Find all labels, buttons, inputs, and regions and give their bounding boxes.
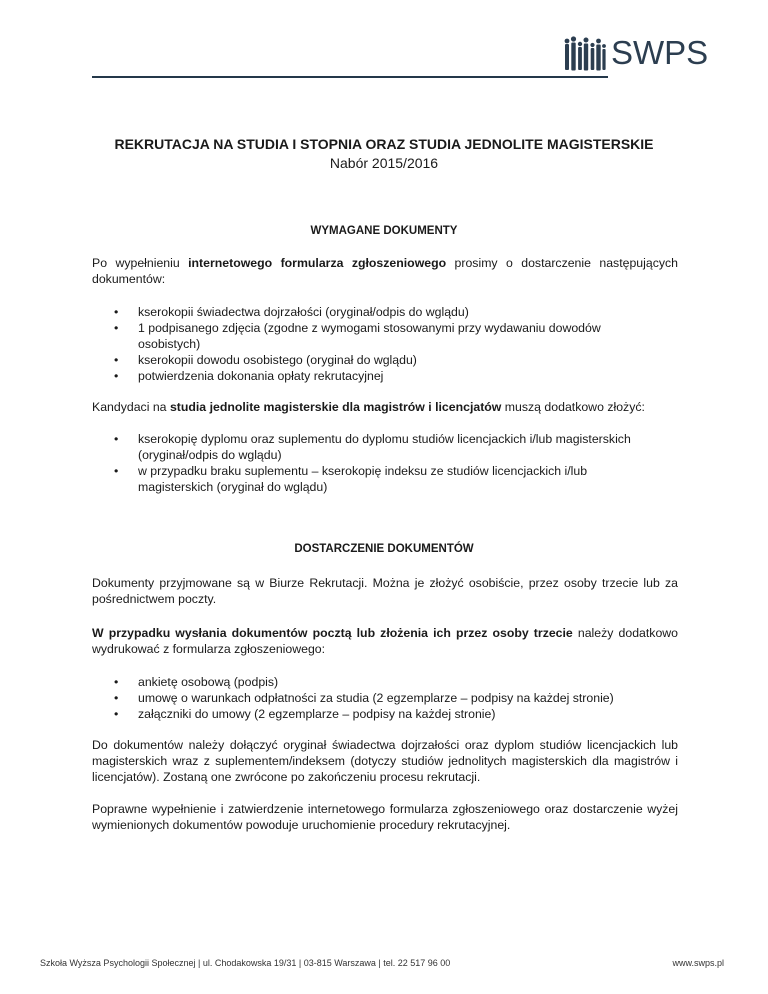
originals-paragraph: Do dokumentów należy dołączyć oryginał świadectwa dojrzałości oraz dyplom studiów licencjackich lub magisterskich wraz z suplementem/indeksem (dotyczy studiów jednolitych magisterskich dla magistrów i licencjatów). Zostaną one zwrócone po zakończeniu procesu rekrutacji. [92,738,678,784]
print-documents-list [92,674,662,722]
mail-paragraph: W przypadku wysłania dokumentów pocztą lub złożenia ich przez osoby trzecie należy dodatkowo wydrukować z formularza zgłoszeniowego: [92,626,679,656]
logo-wordmark: SWPS [611,34,709,71]
delivery-paragraph: Dokumenty przyjmowane są w Biurze Rekrutacji. Można je złożyć osobiście, przez osoby trzecie lub za pośrednictwem poczty. [92,576,678,606]
people-silhouette-icon [563,34,607,72]
section-heading-delivery: DOSTARCZENIE DOKUMENTÓW [294,543,474,555]
list-item: • umowę o warunkach odpłatności za studia (2 egzemplarze – podpisy na każdej stronie) [92,690,662,706]
mail-bold: W przypadku wysłania dokumentów pocztą lub złożenia ich przez osoby trzecie [92,626,573,640]
list-item: • 1 podpisanego zdjęcia (zgodne z wymogami stosowanymi przy wydawaniu dowodów osobistych) [92,320,662,352]
candidates-paragraph: Kandydaci na studia jednolite magisterskie dla magistrów i licencjatów muszą dodatkowo złożyć: [92,400,645,414]
list-item: • potwierdzenia dokonania opłaty rekrutacyjnej [92,368,662,384]
page-subtitle: Nabór 2015/2016 [329,155,439,171]
intro-paragraph: Po wypełnieniu internetowego formularza zgłoszeniowego prosimy o dostarczenie następujących dokumentów: [92,256,678,286]
footer-website: www.swps.pl [672,958,724,968]
list-item: • załączniki do umowy (2 egzemplarze – podpisy na każdej stronie) [92,706,662,722]
swps-logo [563,34,708,72]
list-item: • w przypadku braku suplementu – kserokopię indeksu ze studiów licencjackich i/lub magisterskich (oryginał do wglądu) [92,463,662,495]
list-item: • kserokopii świadectwa dojrzałości (oryginał/odpis do wglądu) [92,304,662,320]
list-item: • ankietę osobową (podpis) [92,674,662,690]
list-item: • kserokopię dyplomu oraz suplementu do dyplomu studiów licencjackich i/lub magisterskich (oryginał/odpis do wglądu) [92,431,662,463]
footer-address: Szkoła Wyższa Psychologii Społecznej | ul. Chodakowska 19/31 | 03-815 Warszawa | tel. 22 517 96 00 [40,958,451,968]
page-title: REKRUTACJA NA STUDIA I STOPNIA ORAZ STUDIA JEDNOLITE MAGISTERSKIE [114,136,654,152]
closing-paragraph: Poprawne wypełnienie i zatwierdzenie internetowego formularza zgłoszeniowego oraz dostarczenie wyżej wymienionych dokumentów powoduje uruchomienie procedury rekrutacyjnej. [92,802,678,832]
required-documents-list [92,304,662,384]
candidates-bold: studia jednolite magisterskie dla magistrów i licencjatów [169,400,502,414]
intro-bold: internetowego formularza zgłoszeniowego [188,256,447,270]
section-heading-required-documents: WYMAGANE DOKUMENTY [310,225,458,237]
header-divider [92,76,608,78]
additional-documents-list [92,431,662,495]
list-item: • kserokopii dowodu osobistego (oryginał do wglądu) [92,352,662,368]
